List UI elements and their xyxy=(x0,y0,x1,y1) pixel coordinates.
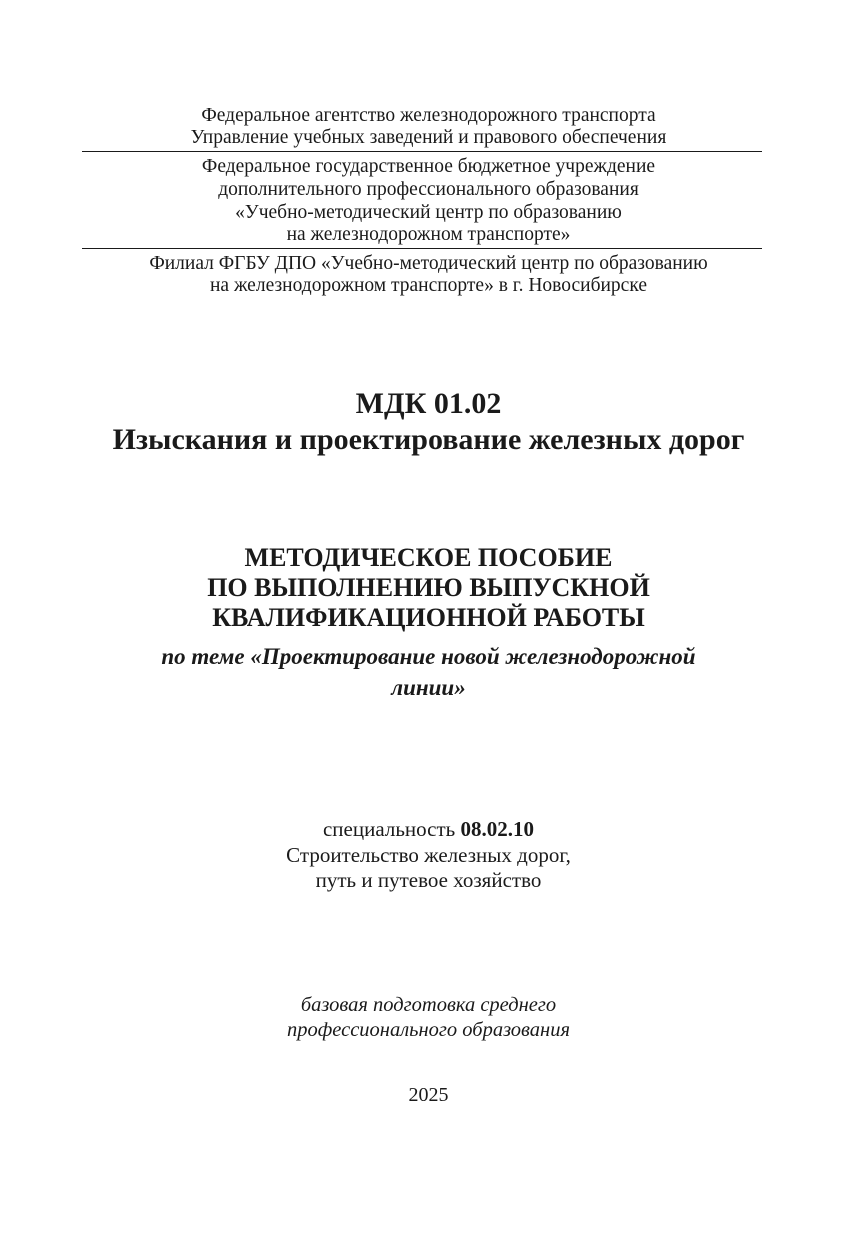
institution-line: Федеральное государственное бюджетное учреждение xyxy=(201,156,656,177)
institution-line: дополнительного профессионального образования xyxy=(218,179,639,200)
specialty-code: 08.02.10 xyxy=(460,817,534,841)
branch-line: Филиал ФГБУ ДПО «Учебно-методический центр по образованию xyxy=(149,253,708,274)
document-topic-line: линии» xyxy=(391,675,466,700)
course-name: Изыскания и проектирование железных дорог xyxy=(112,423,745,456)
document-title-line: КВАЛИФИКАЦИОННОЙ РАБОТЫ xyxy=(212,603,645,632)
header-divider xyxy=(82,151,762,152)
specialty-label: специальность xyxy=(322,817,456,841)
branch-line: на железнодорожном транспорте» в г. Новосибирске xyxy=(210,275,647,296)
agency-name: Федеральное агентство железнодорожного транспорта xyxy=(201,105,656,126)
institution-line: «Учебно-методический центр по образованию xyxy=(235,202,622,223)
training-level-line: базовая подготовка среднего xyxy=(300,994,557,1016)
institution-line: на железнодорожном транспорте» xyxy=(286,224,571,245)
header-divider xyxy=(82,248,762,249)
training-level-line: профессионального образования xyxy=(286,1019,571,1041)
document-topic-line: по теме «Проектирование новой железнодорожной xyxy=(161,644,696,669)
specialty-name-line: путь и путевое хозяйство xyxy=(315,868,542,892)
specialty-line xyxy=(0,819,857,840)
specialty-name-line: Строительство железных дорог, xyxy=(286,843,571,867)
document-title-line: МЕТОДИЧЕСКОЕ ПОСОБИЕ xyxy=(244,543,613,572)
publication-year: 2025 xyxy=(408,1084,449,1106)
department-name: Управление учебных заведений и правового обеспечения xyxy=(190,127,667,148)
course-code: МДК 01.02 xyxy=(355,387,502,420)
document-title-line: ПО ВЫПОЛНЕНИЮ ВЫПУСКНОЙ xyxy=(207,573,650,602)
